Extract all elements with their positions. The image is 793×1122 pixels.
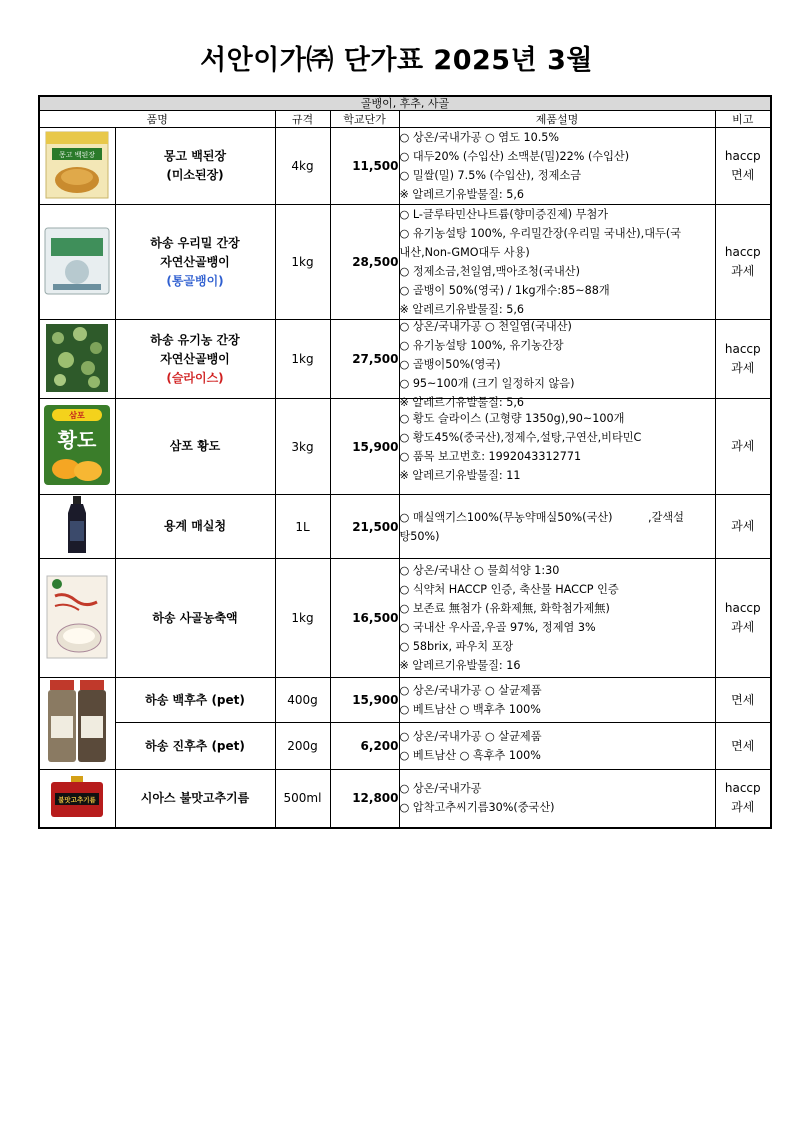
peach-can-picture	[42, 403, 112, 487]
bone-broth-pouch-picture	[45, 574, 109, 660]
product-image	[39, 559, 115, 678]
product-spec: 400g	[275, 678, 330, 723]
product-name: 하송 유기농 간장 자연산골뱅이 (슬라이스)	[115, 320, 275, 399]
product-desc: ○ 상온/국내가공 ○ 천일염(국내산) ○ 유기농설탕 100%, 유기농간장 ○ 골뱅이50%(영국) ○ 95~100개 (크기 일정하지 않음) ※ 알레르기유발물질: 5,6	[399, 320, 715, 399]
product-image	[39, 678, 115, 770]
product-name: 시아스 불맛고추기름	[115, 770, 275, 828]
product-note: haccp 과세	[715, 559, 771, 678]
product-desc: ○ L-글루타민산나트륨(향미증진제) 무첨가 ○ 유기농설탕 100%, 우리밀간장(우리밀 국내산),대두(국 내산,Non-GMO대두 사용) ○ 정제소금,천일염,맥아조청(국내산) ○ 골뱅이 50%(영국) / 1kg개수:85~88개 ※ 알레르기유발물질: 5,6	[399, 205, 715, 320]
product-price: 6,200	[330, 723, 399, 770]
peach-label: 황도	[57, 428, 97, 452]
product-desc: ○ 상온/국내가공 ○ 살균제품 ○ 베트남산 ○ 백후추 100%	[399, 678, 715, 723]
product-note: 과세	[715, 495, 771, 559]
category-row	[39, 96, 771, 111]
chili-oil-label: 불맛고추기름	[58, 795, 97, 804]
product-image	[39, 128, 115, 205]
product-name: 용계 매실청	[115, 495, 275, 559]
product-note: haccp 과세	[715, 205, 771, 320]
product-spec: 500ml	[275, 770, 330, 828]
header-price: 학교단가	[330, 111, 399, 128]
product-spec: 4kg	[275, 128, 330, 205]
table-row	[39, 770, 771, 828]
product-desc: ○ 매실액기스100%(무농약매실50%(국산) ,갈색설 탕50%)	[399, 495, 715, 559]
product-price: 28,500	[330, 205, 399, 320]
whelk-slice-picture	[44, 322, 110, 394]
product-note: haccp 과세	[715, 770, 771, 828]
product-name: 하송 진후추 (pet)	[115, 723, 275, 770]
header-row	[39, 111, 771, 128]
product-note: haccp 면세	[715, 128, 771, 205]
product-image	[39, 495, 115, 559]
soybean-paste-label: 몽고 백된장	[59, 150, 96, 159]
product-desc: ○ 상온/국내가공 ○ 염도 10.5% ○ 대두20% (수입산) 소맥분(밀)22% (수입산) ○ 밀쌀(밀) 7.5% (수입산), 정제소금 ※ 알레르기유발물질: 5,6	[399, 128, 715, 205]
product-spec: 200g	[275, 723, 330, 770]
table-row	[39, 399, 771, 495]
header-note: 비고	[715, 111, 771, 128]
product-price: 16,500	[330, 559, 399, 678]
product-price: 15,900	[330, 399, 399, 495]
product-price: 27,500	[330, 320, 399, 399]
product-note: 과세	[715, 399, 771, 495]
product-image	[39, 399, 115, 495]
header-desc: 제품설명	[399, 111, 715, 128]
product-price: 11,500	[330, 128, 399, 205]
table-row	[39, 320, 771, 399]
product-desc: ○ 황도 슬라이스 (고형량 1350g),90~100개 ○ 황도45%(중국산),정제수,설탕,구연산,비타민C ○ 품목 보고번호: 1992043312771 ※ 알레르기유발물질: 11	[399, 399, 715, 495]
product-name: 하송 사골농축액	[115, 559, 275, 678]
header-spec: 규격	[275, 111, 330, 128]
product-note: haccp 과세	[715, 320, 771, 399]
table-row	[39, 128, 771, 205]
soybean-paste-picture	[44, 130, 110, 200]
product-name: 하송 백후추 (pet)	[115, 678, 275, 723]
product-spec: 1kg	[275, 559, 330, 678]
product-note: 면세	[715, 678, 771, 723]
product-desc: ○ 상온/국내산 ○ 물희석양 1:30 ○ 식약처 HACCP 인증, 축산물 HACCP 인증 ○ 보존료 無첨가 (유화제無, 화학첨가제無) ○ 국내산 우사골,우골 97%, 정제염 3% ○ 58brix, 파우치 포장 ※ 알레르기유발물질: 16	[399, 559, 715, 678]
product-name: 몽고 백된장 (미소된장)	[115, 128, 275, 205]
page-title: 서안이가㈜ 단가표 2025년 3월	[200, 45, 593, 76]
product-image	[39, 770, 115, 828]
product-price: 21,500	[330, 495, 399, 559]
table-row	[39, 723, 771, 770]
product-desc: ○ 상온/국내가공 ○ 압착고추씨기름30%(중국산)	[399, 770, 715, 828]
product-image	[39, 320, 115, 399]
product-name: 하송 우리밀 간장 자연산골뱅이 (통골뱅이)	[115, 205, 275, 320]
chili-oil-can-picture	[47, 775, 107, 819]
whelk-can-picture	[43, 222, 111, 300]
product-desc: ○ 상온/국내가공 ○ 살균제품 ○ 베트남산 ○ 흑후추 100%	[399, 723, 715, 770]
table-row	[39, 559, 771, 678]
header-name: 품명	[39, 111, 275, 128]
product-spec: 3kg	[275, 399, 330, 495]
category-label: 골뱅이, 후추, 사골	[39, 96, 771, 111]
pepper-bottles-picture	[44, 678, 110, 766]
product-price: 12,800	[330, 770, 399, 828]
table-row	[39, 205, 771, 320]
product-price: 15,900	[330, 678, 399, 723]
product-spec: 1kg	[275, 205, 330, 320]
price-table	[38, 95, 772, 829]
plum-syrup-bottle-picture	[60, 495, 94, 555]
product-spec: 1kg	[275, 320, 330, 399]
product-note: 면세	[715, 723, 771, 770]
table-row	[39, 678, 771, 723]
table-row	[39, 495, 771, 559]
peach-brand-label: 삼포	[69, 411, 85, 420]
product-image	[39, 205, 115, 320]
product-spec: 1L	[275, 495, 330, 559]
product-name: 삼포 황도	[115, 399, 275, 495]
